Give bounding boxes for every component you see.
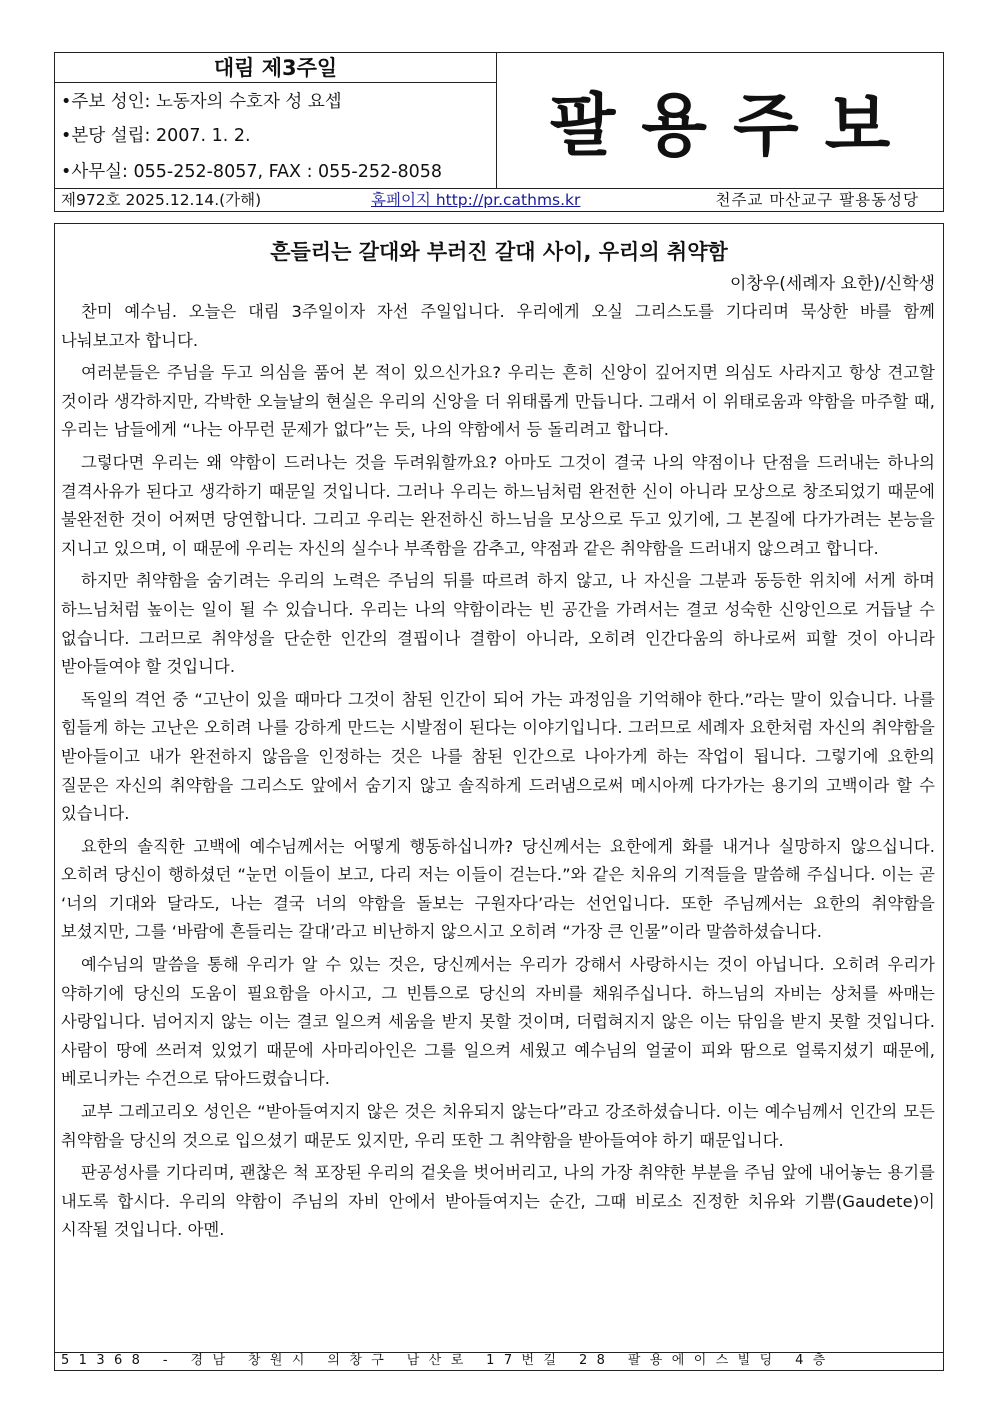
- homepage-link[interactable]: 홈페이지 http://pr.cathms.kr: [371, 191, 581, 209]
- bulletin-header: [54, 52, 944, 212]
- article-container: [54, 223, 944, 1371]
- header-info-panel: [55, 53, 497, 188]
- article-paragraph: 하지만 취약함을 숨기려는 우리의 노력은 주님의 뒤를 따르려 하지 않고, 나 자신을 그분과 동등한 위치에 서게 하며 하느님처럼 높이는 일이 될 수 있습니다. 우리는 나의 약함이라는 빈 공간을 가려서는 결코 성숙한 신앙인으로 거듭날 수 없습니다. 그러므로 취약성을 단순한 인간의 결핍이나 결함이 아니라, 오히려 인간다움의 하나로써 피할 것이 아니라 받아들여야 할 것입니다.: [61, 571, 935, 677]
- bulletin-masthead: 팔용주보: [549, 86, 917, 166]
- footer-address: 51368 - 경남 창원시 의창구 남산로 17번길 28 팔용에이스빌딩 4층: [54, 1352, 944, 1371]
- article-paragraph: 그렇다면 우리는 왜 약함이 드러나는 것을 두려워할까요? 아마도 그것이 결국 나의 약점이나 단점을 드러내는 하나의 결격사유가 된다고 생각하기 때문일 것입니다. 그러나 우리는 하느님처럼 완전한 신이 아니라 모상으로 창조되었기 때문에 불완전한 것이 어쩌면 당연합니다. 그리고 우리는 완전하신 하느님을 모상으로 두고 있기에, 그 본질에 다가가려는 본능을 지니고 있으며, 이 때문에 우리는 자신의 실수나 부족함을 감추고, 약점과 같은 취약함을 드러내지 않으려고 합니다.: [61, 452, 935, 558]
- issue-number-date: 제972호 2025.12.14.(가해): [61, 191, 262, 209]
- article-author: 이창우(세례자 요한)/신학생: [729, 274, 935, 294]
- patron-saint-line: •주보 성인: 노동자의 수호자 성 요셉: [61, 92, 342, 112]
- article-paragraph: 예수님의 말씀을 통해 우리가 알 수 있는 것은, 당신께서는 우리가 강해서 사랑하시는 것이 아닙니다. 오히려 우리가 약하기에 당신의 도움이 필요함을 아시고, 그 빈틈으로 당신의 자비를 채워주십니다. 하느님의 자비는 상처를 싸매는 사랑입니다. 넘어지지 않는 이는 결코 일으켜 세움을 받지 못할 것이며, 더럽혀지지 않은 이는 닦임을 받지 못할 것입니다. 사람이 땅에 쓰러져 있었기 때문에 사마리아인은 그를 일으켜 세웠고 예수님의 얼굴이 피와 땀으로 얼룩지셨기 때문에, 베로니카는 수건으로 닦아드렸습니다.: [61, 955, 935, 1089]
- article-title: 흔들리는 갈대와 부러진 갈대 사이, 우리의 취약함: [270, 240, 728, 264]
- parish-name: 천주교 마산교구 팔용동성당: [715, 191, 919, 209]
- article-paragraph: 요한의 솔직한 고백에 예수님께서는 어떻게 행동하십니까? 당신께서는 요한에게 화를 내거나 실망하지 않으십니다. 오히려 당신이 행하셨던 “눈먼 이들이 보고, 다리 저는 이들이 걷는다.”와 같은 치유의 기적들을 말씀해 주십니다. 이는 곧 ‘너의 기대와 달라도, 나는 결국 너의 약함을 돌보는 구원자다’라는 선언입니다. 또한 주님께서는 요한의 취약함을 보셨지만, 그를 ‘바람에 흔들리는 갈대’라고 비난하지 않으시고 오히려 “가장 큰 인물”이라 말씀하셨습니다.: [61, 836, 935, 942]
- article-paragraph: 독일의 격언 중 “고난이 있을 때마다 그것이 참된 인간이 되어 가는 과정임을 기억해야 한다.”라는 말이 있습니다. 나를 힘들게 하는 고난은 오히려 나를 강하게 만드는 시발점이 된다는 이야기입니다. 그러므로 세례자 요한처럼 자신의 취약함을 받아들이고 내가 완전하지 않음을 인정하는 것은 나를 참된 인간으로 나아가게 하는 작업이 됩니다. 그렇기에 요한의 질문은 자신의 취약함을 그리스도 앞에서 숨기지 않고 솔직하게 드러냄으로써 메시아께 다가가는 용기의 고백이라 할 수 있습니다.: [61, 689, 935, 824]
- article-paragraph: 판공성사를 기다리며, 괜찮은 척 포장된 우리의 겉옷을 벗어버리고, 나의 가장 취약한 부분을 주님 앞에 내어놓는 용기를 내도록 합시다. 우리의 약함이 주님의 자비 안에서 받아들여지는 순간, 그때 비로소 진정한 치유와 기쁨(Gaudete)이 시작될 것입니다. 아멘.: [61, 1163, 935, 1240]
- issue-info-bar: [55, 188, 943, 212]
- liturgical-week-title: 대림 제3주일: [55, 53, 496, 83]
- parish-founded-line: •본당 설립: 2007. 1. 2.: [61, 126, 251, 146]
- article-paragraph: 교부 그레고리오 성인은 “받아들여지지 않은 것은 치유되지 않는다”라고 강조하셨습니다. 이는 예수님께서 인간의 모든 취약함을 당신의 것으로 입으셨기 때문도 있지만, 우리 또한 그 취약함을 받아들여야 하기 때문입니다.: [61, 1102, 935, 1150]
- office-contact-line: •사무실: 055-252-8057, FAX : 055-252-8058: [61, 162, 443, 182]
- article-body: [55, 296, 943, 1245]
- article-paragraph: 여러분들은 주님을 두고 의심을 품어 본 적이 있으신가요? 우리는 흔히 신앙이 깊어지면 의심도 사라지고 항상 견고할 것이라 생각하지만, 각박한 오늘날의 현실은 우리의 신앙을 더 위태롭게 만듭니다. 그래서 이 위태로움과 약함을 마주할 때, 우리는 남들에게 “나는 아무런 문제가 없다”는 듯, 나의 약함에서 등 돌리려고 합니다.: [61, 363, 935, 440]
- article-paragraph: 찬미 예수님. 오늘은 대림 3주일이자 자선 주일입니다. 우리에게 오실 그리스도를 기다리며 묵상한 바를 함께 나눠보고자 합니다.: [61, 302, 935, 350]
